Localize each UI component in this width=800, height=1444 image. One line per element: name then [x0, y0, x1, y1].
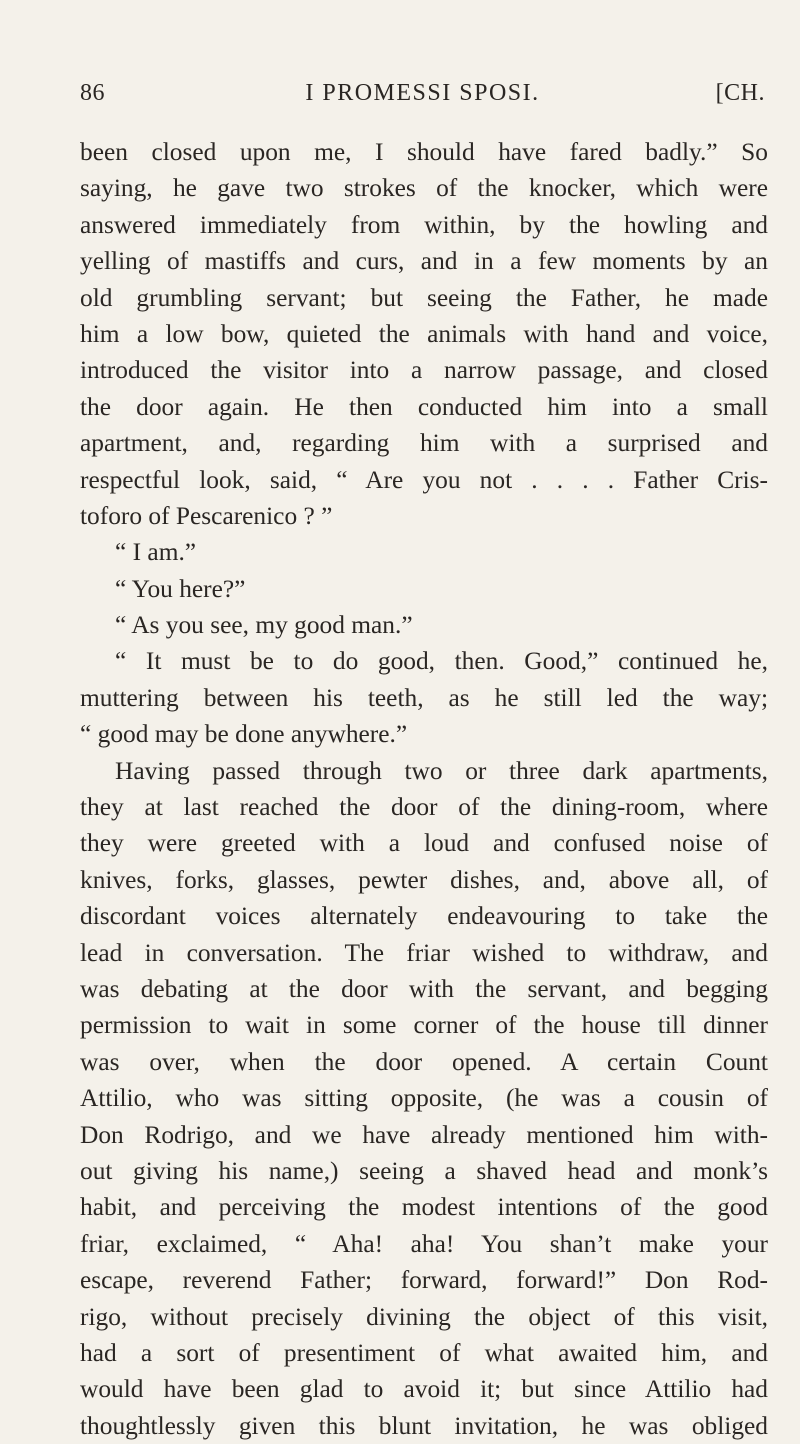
text-line: they at last reached the door of the dining-room, where: [80, 793, 768, 822]
text-line: knives, forks, glasses, pewter dishes, and, above all, of: [80, 865, 768, 894]
text-line: answered immediately from within, by the howling and: [80, 210, 768, 239]
page-header: [80, 80, 765, 112]
dialogue-line: “ It must be to do good, then. Good,” continued he,: [115, 647, 768, 676]
text-line: would have been glad to avoid it; but since Attilio had: [80, 1375, 768, 1404]
dialogue-line: “ As you see, my good man.”: [115, 611, 413, 640]
text-line: thoughtlessly given this blunt invitation, he was obliged: [80, 1411, 768, 1440]
text-line: apartment, and, regarding him with a surprised and: [80, 429, 768, 458]
text-line: the door again. He then conducted him into a small: [80, 392, 768, 421]
text-line: saying, he gave two strokes of the knocker, which were: [80, 174, 768, 203]
text-line: introduced the visitor into a narrow passage, and closed: [80, 356, 768, 385]
text-line: habit, and perceiving the modest intentions of the good: [80, 1193, 768, 1222]
text-line: they were greeted with a loud and confused noise of: [80, 829, 768, 858]
text-line: out giving his name,) seeing a shaved head and monk’s: [80, 1156, 768, 1185]
text-line: old grumbling servant; but seeing the Father, he made: [80, 283, 768, 312]
page-number: 86: [80, 80, 105, 106]
text-line: been closed upon me, I should have fared badly.” So: [80, 138, 768, 166]
text-line: lead in conversation. The friar wished to withdraw, and: [80, 938, 768, 967]
text-line: friar, exclaimed, “ Aha! aha! You shan’t make your: [80, 1229, 768, 1258]
text-line: him a low bow, quieted the animals with hand and voice,: [80, 319, 768, 348]
text-line: respectful look, said, “ Are you not . . . . Father Cris-: [80, 465, 768, 494]
paragraph-start-line: Having passed through two or three dark apartments,: [115, 756, 768, 785]
text-line: permission to wait in some corner of the house till dinner: [80, 1011, 768, 1040]
text-line: escape, reverend Father; forward, forward!” Don Rod-: [80, 1266, 768, 1295]
text-line: Attilio, who was sitting opposite, (he was a cousin of: [80, 1084, 768, 1113]
text-line: discordant voices alternately endeavouring to take the: [80, 902, 768, 931]
body-text: [80, 134, 768, 1444]
text-line: had a sort of presentiment of what awaited him, and: [80, 1338, 768, 1367]
text-line: muttering between his teeth, as he still led the way;: [80, 683, 768, 712]
text-line: yelling of mastiffs and curs, and in a few moments by an: [80, 247, 768, 276]
text-line: was debating at the door with the servant, and begging: [80, 974, 768, 1003]
text-line: was over, when the door opened. A certain Count: [80, 1047, 768, 1076]
text-line: “ good may be done anywhere.”: [80, 720, 408, 749]
text-line: Don Rodrigo, and we have already mentioned him with-: [80, 1120, 768, 1149]
dialogue-line: “ You here?”: [115, 574, 246, 603]
chapter-marker: [CH.: [715, 80, 765, 106]
dialogue-line: “ I am.”: [115, 538, 197, 567]
running-title: I PROMESSI SPOSI.: [305, 80, 540, 106]
text-line: rigo, without precisely divining the object of this visit,: [80, 1302, 768, 1331]
text-line: toforo of Pescarenico ? ”: [80, 501, 333, 530]
